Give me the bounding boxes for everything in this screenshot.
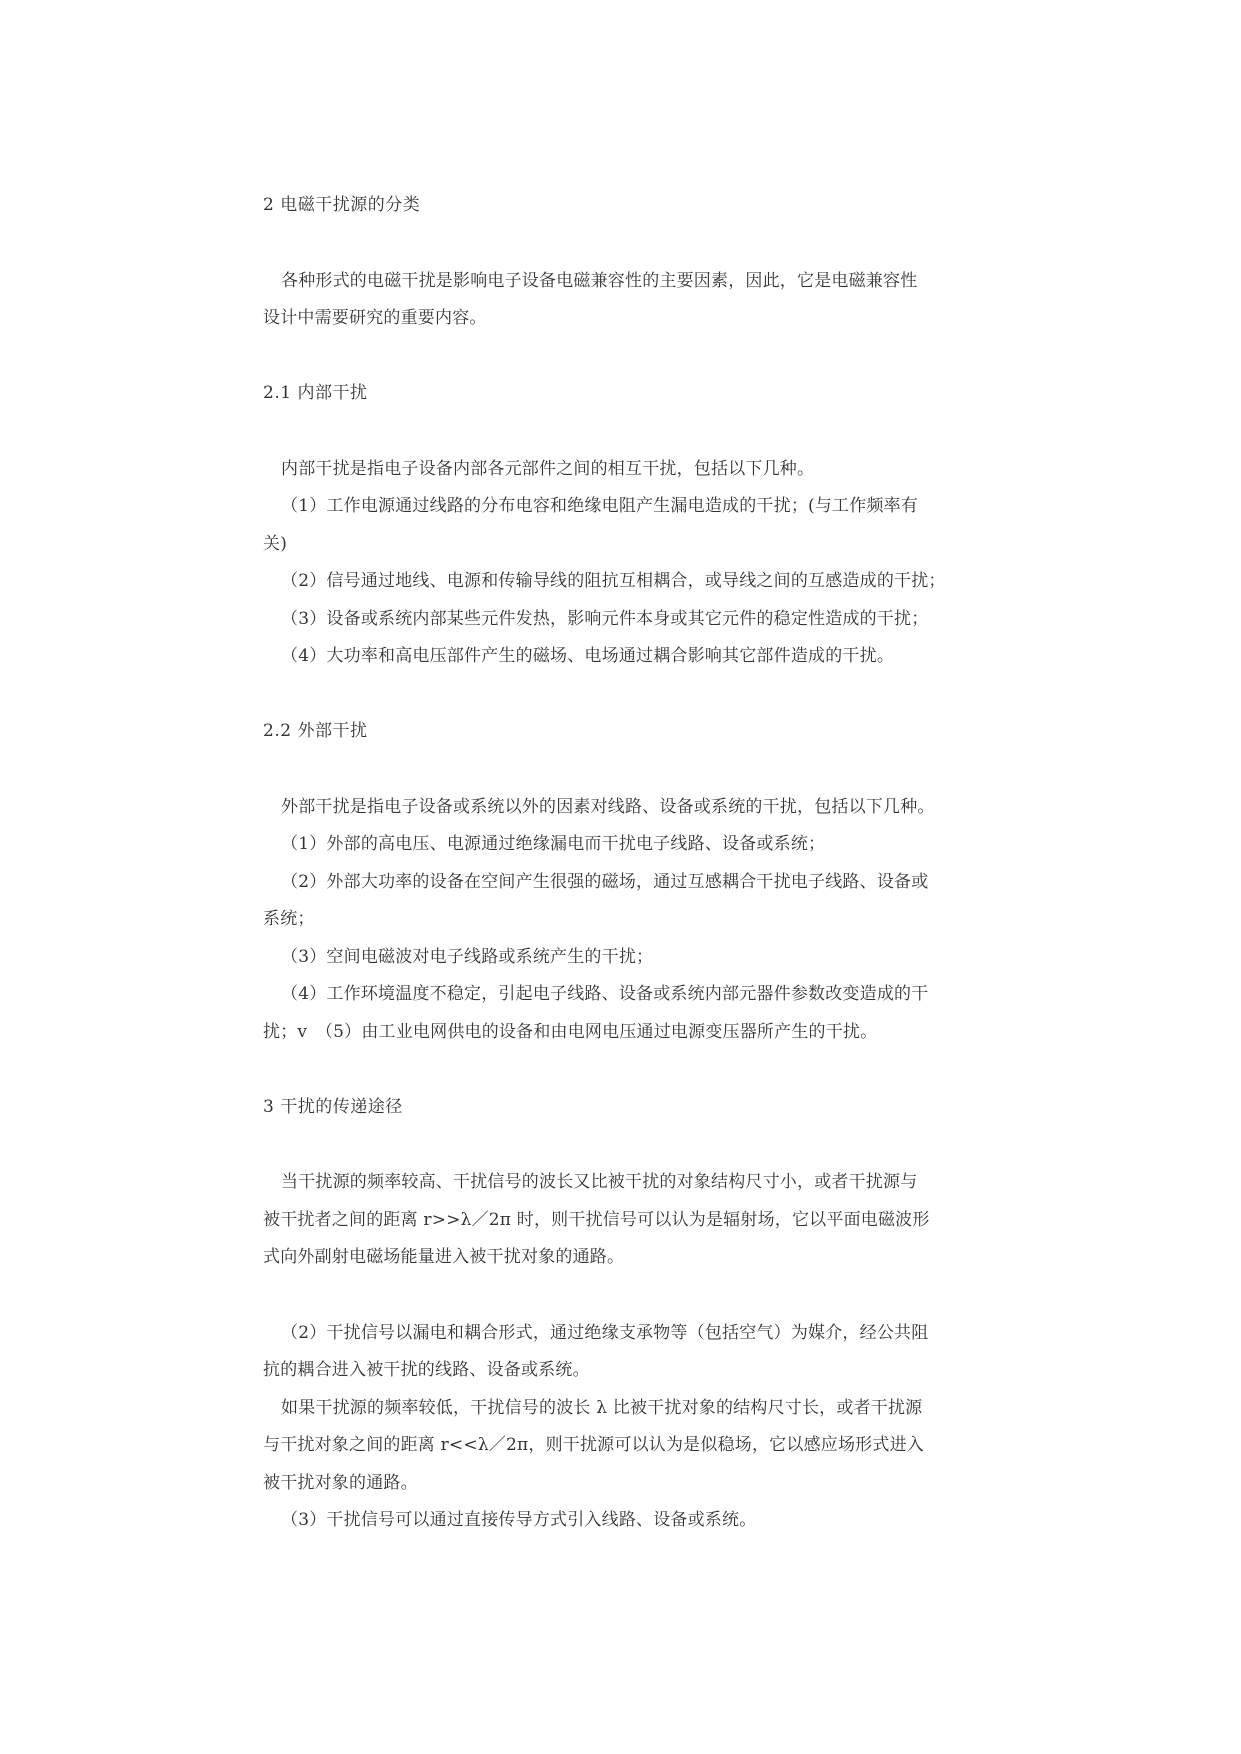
- list-item-continuation: 关): [263, 534, 288, 554]
- list-item-continuation: 抗的耦合进入被干扰的线路、设备或系统。: [263, 1360, 590, 1380]
- list-item-continuation: 扰；v （5）由工业电网供电的设备和由电网电压通过电源变压器所产生的干扰。: [263, 1022, 878, 1042]
- paragraph-line: 与干扰对象之间的距离 r<<λ／2π，则干扰源可以认为是似稳场，它以感应场形式进入: [263, 1435, 924, 1455]
- list-item: （2）信号通过地线、电源和传输导线的阻抗互相耦合，或导线之间的互感造成的干扰；: [281, 571, 946, 591]
- list-item: （1）工作电源通过线路的分布电容和绝缘电阻产生漏电造成的干扰；(与工作频率有: [281, 496, 919, 516]
- list-item: （3）设备或系统内部某些元件发热，影响元件本身或其它元件的稳定性造成的干扰；: [281, 609, 929, 629]
- list-item-continuation: 系统；: [263, 909, 315, 929]
- section-heading-2: 2 电磁干扰源的分类: [263, 195, 421, 215]
- paragraph-line: 被干扰对象的通路。: [263, 1473, 418, 1493]
- section-heading-2-2: 2.2 外部干扰: [263, 721, 368, 741]
- paragraph-line: 式向外副射电磁场能量进入被干扰对象的通路。: [263, 1247, 625, 1267]
- paragraph-line: 各种形式的电磁干扰是影响电子设备电磁兼容性的主要因素，因此，它是电磁兼容性: [281, 271, 918, 291]
- list-item: （3）空间电磁波对电子线路或系统产生的干扰；: [281, 947, 654, 967]
- paragraph-line: 设计中需要研究的重要内容。: [263, 308, 487, 328]
- list-item: （2）外部大功率的设备在空间产生很强的磁场，通过互感耦合干扰电子线路、设备或: [281, 872, 929, 892]
- section-heading-3: 3 干扰的传递途径: [263, 1097, 403, 1117]
- list-item: （4）工作环境温度不稳定，引起电子线路、设备或系统内部元器件参数改变造成的干: [281, 984, 929, 1004]
- list-item: （3）干扰信号可以通过直接传导方式引入线路、设备或系统。: [281, 1510, 757, 1530]
- list-item: （1）外部的高电压、电源通过绝缘漏电而干扰电子线路、设备或系统；: [281, 834, 826, 854]
- paragraph-line: 当干扰源的频率较高、干扰信号的波长又比被干扰的对象结构尺寸小，或者干扰源与: [281, 1172, 918, 1192]
- list-item: （2）干扰信号以漏电和耦合形式，通过绝缘支承物等（包括空气）为媒介，经公共阻: [281, 1323, 929, 1343]
- section-heading-2-1: 2.1 内部干扰: [263, 383, 368, 403]
- list-item: （4）大功率和高电压部件产生的磁场、电场通过耦合影响其它部件造成的干扰。: [281, 646, 895, 666]
- paragraph-line: 如果干扰源的频率较低，干扰信号的波长 λ 比被干扰对象的结构尺寸长，或者干扰源: [281, 1398, 923, 1418]
- paragraph-line: 外部干扰是指电子设备或系统以外的因素对线路、设备或系统的干扰，包括以下几种。: [281, 797, 935, 817]
- paragraph-line: 内部干扰是指电子设备内部各元部件之间的相互干扰，包括以下几种。: [281, 459, 815, 479]
- paragraph-line: 被干扰者之间的距离 r>>λ／2π 时，则干扰信号可以认为是辐射场，它以平面电磁波形: [263, 1210, 930, 1230]
